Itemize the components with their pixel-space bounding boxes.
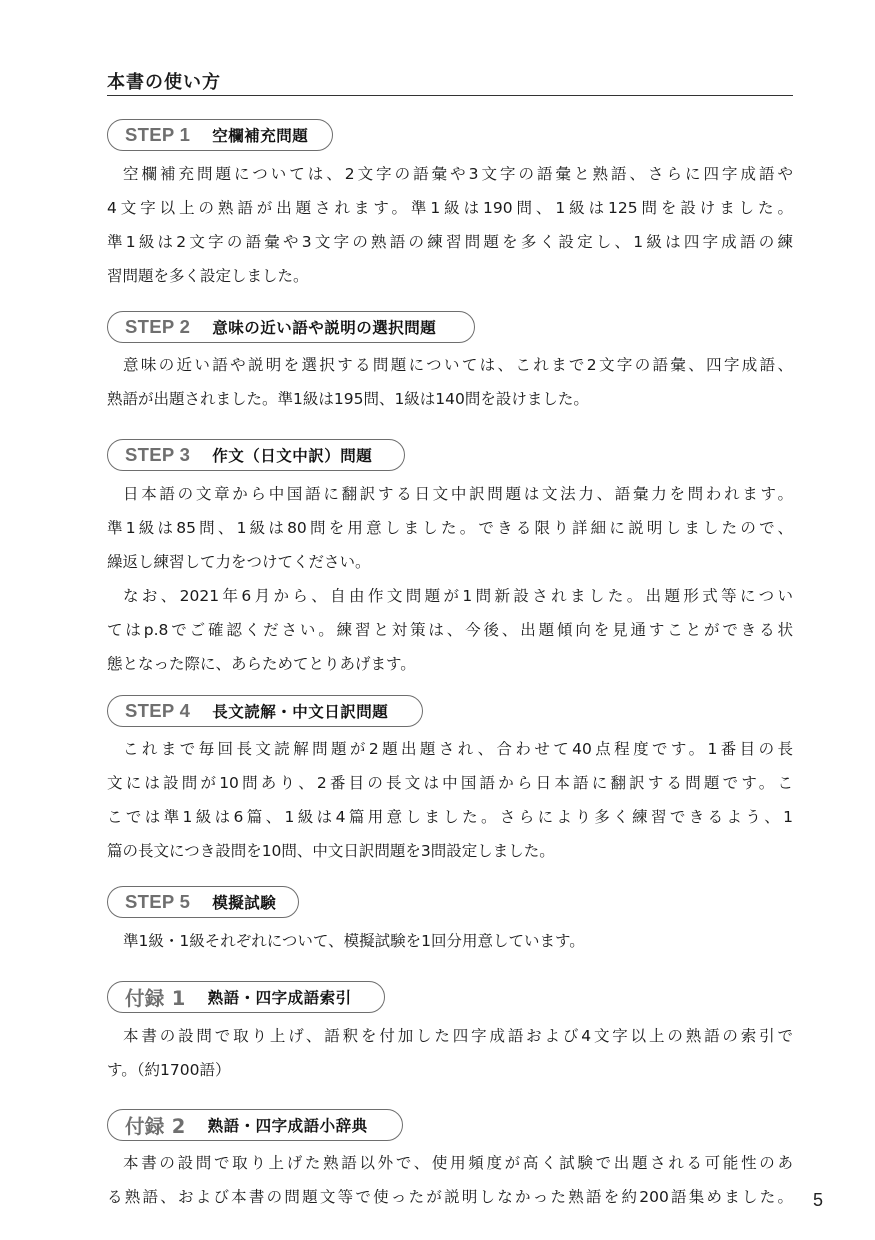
body-line: 空欄補充問題については、2文字の語彙や3文字の語彙と熟語、さらに四字成語や bbox=[123, 165, 793, 183]
title-rule bbox=[107, 95, 793, 96]
section-title: 模擬試験 bbox=[212, 894, 277, 912]
body-line: る熟語、および本書の問題文等で使ったが説明しなかった熟語を約200語集めました。 bbox=[107, 1188, 793, 1206]
body-line: 意味の近い語や説明を選択する問題については、これまで2文字の語彙、四字成語、 bbox=[123, 356, 793, 374]
section-title: 意味の近い語や説明の選択問題 bbox=[212, 319, 437, 337]
section-heading-pill bbox=[107, 439, 405, 471]
section-heading-pill bbox=[107, 1109, 403, 1141]
body-line: 本書の設問で取り上げた熟語以外で、使用頻度が高く試験で出題される可能性のあ bbox=[123, 1154, 793, 1172]
body-line: 習問題を多く設定しました。 bbox=[107, 267, 309, 285]
section-label: STEP 3 bbox=[125, 444, 191, 465]
section-body bbox=[107, 1146, 793, 1214]
section-label: STEP 1 bbox=[125, 124, 191, 145]
body-line: 篇の長文につき設問を10問、中文日訳問題を3問設定しました。 bbox=[107, 842, 555, 860]
section-body bbox=[107, 477, 793, 681]
section-title: 長文読解・中文日訳問題 bbox=[212, 703, 389, 721]
body-line: 繰返し練習して力をつけてください。 bbox=[107, 553, 371, 571]
body-line: 準1級は85問、1級は80問を用意しました。できる限り詳細に説明しましたので、 bbox=[107, 519, 793, 537]
section-label: STEP 2 bbox=[125, 316, 191, 337]
body-line: これまで毎回長文読解問題が2題出題され、合わせて40点程度です。1番目の長 bbox=[123, 740, 793, 758]
section-title: 作文（日文中訳）問題 bbox=[212, 447, 373, 465]
section-body bbox=[107, 348, 793, 416]
body-line: 態となった際に、あらためてとりあげます。 bbox=[107, 655, 416, 673]
section-label: STEP 4 bbox=[125, 700, 191, 721]
body-line: 4文字以上の熟語が出題されます。準1級は190問、1級は125問を設けました。 bbox=[107, 199, 793, 217]
section-title: 熟語・四字成語小辞典 bbox=[207, 1117, 368, 1135]
section-label: STEP 5 bbox=[125, 891, 191, 912]
section-heading-pill bbox=[107, 119, 333, 151]
body-line: 熟語が出題されました。準1級は195問、1級は140問を設けました。 bbox=[107, 390, 589, 408]
section-body bbox=[107, 157, 793, 293]
section-body bbox=[107, 1019, 793, 1087]
body-line: 準1級は2文字の語彙や3文字の熟語の練習問題を多く設定し、1級は四字成語の練 bbox=[107, 233, 793, 251]
body-line: なお、2021年6月から、自由作文問題が1問新設されました。出題形式等につい bbox=[123, 587, 793, 605]
section-heading-pill bbox=[107, 886, 299, 918]
section-heading-pill bbox=[107, 981, 385, 1013]
body-line: す。（約1700語） bbox=[107, 1061, 231, 1079]
section-title: 空欄補充問題 bbox=[212, 127, 309, 145]
body-line: 準1級・1級それぞれについて、模擬試験を1回分用意しています。 bbox=[123, 932, 585, 950]
body-line: 本書の設問で取り上げ、語釈を付加した四字成語および4文字以上の熟語の索引で bbox=[123, 1027, 793, 1045]
section-heading-pill bbox=[107, 695, 423, 727]
page-number: 5 bbox=[813, 1190, 824, 1210]
section-body bbox=[107, 732, 793, 868]
section-heading-pill bbox=[107, 311, 475, 343]
section-title: 熟語・四字成語索引 bbox=[207, 989, 352, 1007]
body-line: 文には設問が10問あり、2番目の長文は中国語から日本語に翻訳する問題です。こ bbox=[107, 774, 793, 792]
section-label: 付録 1 bbox=[125, 987, 186, 1010]
body-line: こでは準1級は6篇、1級は4篇用意しました。さらにより多く練習できるよう、1 bbox=[107, 808, 793, 826]
section-label: 付録 2 bbox=[125, 1115, 186, 1138]
section-body bbox=[107, 924, 793, 958]
body-line: 日本語の文章から中国語に翻訳する日文中訳問題は文法力、語彙力を問われます。 bbox=[123, 485, 793, 503]
body-line: てはp.8でご確認ください。練習と対策は、今後、出題傾向を見通すことができる状 bbox=[107, 621, 793, 639]
page-title: 本書の使い方 bbox=[107, 72, 221, 93]
